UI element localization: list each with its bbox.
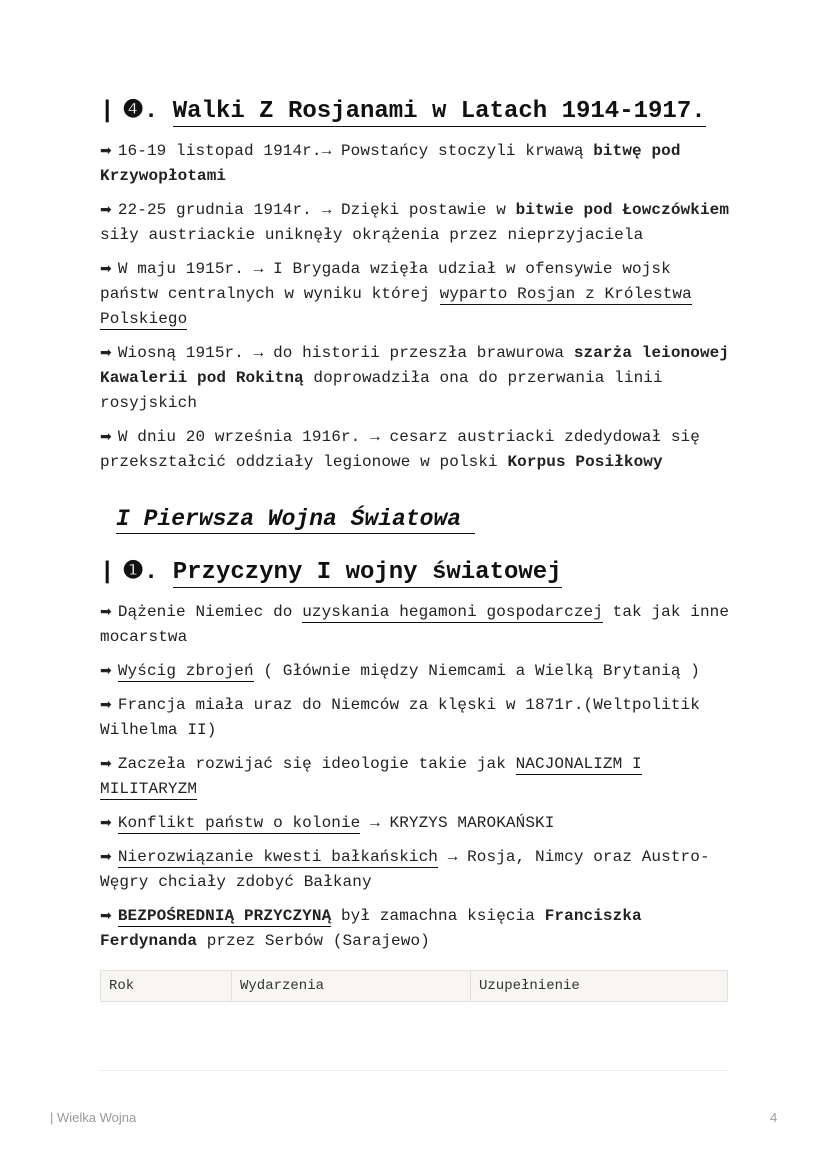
section-title: Walki Z Rosjanami w Latach 1914-1917.	[172, 98, 706, 125]
list-item: ➡ Nierozwiązanie kwesti bałkańskich → Rosja, Nimcy oraz Austro-Węgry chciały zdobyć Bałkany	[100, 848, 710, 891]
list-item: ➡ 16-19 listopad 1914r.→ Powstańcy stoczyli krwawą bitwę pod Krzywopłotami	[100, 142, 681, 185]
bold-text: Korpus Posiłkowy	[507, 453, 663, 471]
section-number: ❹.	[122, 98, 159, 125]
underlined-text: Konflikt państw o kolonie	[117, 814, 361, 832]
list-item: ➡ Zaczeła rozwijać się ideologie takie jak NACJONALIZM I MILITARYZM	[100, 755, 642, 798]
section-title: Przyczyny I wojny światowej	[172, 559, 562, 586]
list-item: ➡ W maju 1915r. → I Brygada wzięła udział w ofensywie wojsk państw centralnych w wyniku której wyparto Rosjan z Królestwa Polskiego	[100, 260, 692, 328]
arrow-icon: ➡	[100, 143, 112, 159]
bold-text: bitwę pod Krzywopłotami	[100, 142, 681, 185]
underlined-text: Nierozwiązanie kwesti bałkańskich	[117, 848, 438, 866]
heading-bar: |	[100, 98, 115, 125]
bold-underlined-text: BEZPOŚREDNIĄ PRZYCZYNĄ	[117, 907, 332, 925]
arrow-icon: ➡	[100, 908, 112, 924]
arrow-icon: ➡	[100, 261, 112, 277]
section-heading-walki	[100, 95, 730, 125]
bold-text: Franciszka Ferdynanda	[100, 907, 642, 950]
arrow-icon: ➡	[100, 849, 112, 865]
page-content	[100, 95, 730, 1002]
arrow-icon: ➡	[100, 663, 112, 679]
bold-text: bitwie pod Łowczówkiem	[515, 201, 730, 219]
list-item: ➡ Francja miała uraz do Niemców za klęski w 1871r.(Weltpolitik Wilhelma II)	[100, 696, 700, 739]
heading-bar: |	[100, 559, 115, 586]
underlined-text: NACJONALIZM I MILITARYZM	[100, 755, 642, 798]
underlined-text: Wyścig zbrojeń	[117, 662, 254, 680]
list-item: ➡ W dniu 20 września 1916r. → cesarz austriacki zdedydował się przekształcić oddziały legionowe w polski Korpus Posiłkowy	[100, 428, 700, 471]
arrow-icon: ➡	[100, 604, 112, 620]
underlined-text: uzyskania hegamoni gospodarczej	[302, 603, 603, 621]
section-heading-przyczyny	[100, 556, 730, 586]
list-item: ➡ Wiosną 1915r. → do historii przeszła brawurowa szarża leionowej Kawalerii pod Rokitną doprowadziła ona do przerwania linii rosyjskich	[100, 344, 730, 412]
chapter-heading: I Pierwsza Wojna Światowa	[116, 506, 475, 534]
list-item: ➡ 22-25 grudnia 1914r. → Dzięki postawie w bitwie pod Łowczówkiem siły austriackie uniknęły okrążenia przez nieprzyjaciela	[100, 201, 730, 244]
arrow-icon: ➡	[100, 345, 112, 361]
page-number: 4	[770, 1110, 778, 1125]
events-table	[100, 970, 728, 1002]
table-header-cell: Rok	[101, 971, 232, 1002]
underlined-text: wyparto Rosjan z Królestwa Polskiego	[100, 285, 692, 328]
list-item: ➡ Dążenie Niemiec do uzyskania hegamoni gospodarczej tak jak inne mocarstwa	[100, 603, 730, 646]
arrow-icon: ➡	[100, 756, 112, 772]
list-item: ➡ Wyścig zbrojeń ( Głównie między Niemcami a Wielką Brytanią )	[100, 662, 700, 680]
section-number: ❶.	[122, 559, 159, 586]
bold-text: szarża leionowej Kawalerii pod Rokitną	[100, 344, 730, 387]
list-item: ➡ Konflikt państw o kolonie → KRYZYS MAROKAŃSKI	[100, 814, 555, 832]
arrow-icon: ➡	[100, 202, 112, 218]
arrow-icon: ➡	[100, 429, 112, 445]
table-header-cell: Uzupełnienie	[471, 971, 728, 1002]
arrow-icon: ➡	[100, 697, 112, 713]
table-header-cell: Wydarzenia	[232, 971, 471, 1002]
list-item: ➡ BEZPOŚREDNIĄ PRZYCZYNĄ był zamachna księcia Franciszka Ferdynanda przez Serbów (Sarajewo)	[100, 907, 642, 950]
arrow-icon: ➡	[100, 815, 112, 831]
footer-title: | Wielka Wojna	[50, 1110, 137, 1125]
table-header-row	[101, 971, 728, 1002]
footer-divider	[100, 1070, 728, 1071]
